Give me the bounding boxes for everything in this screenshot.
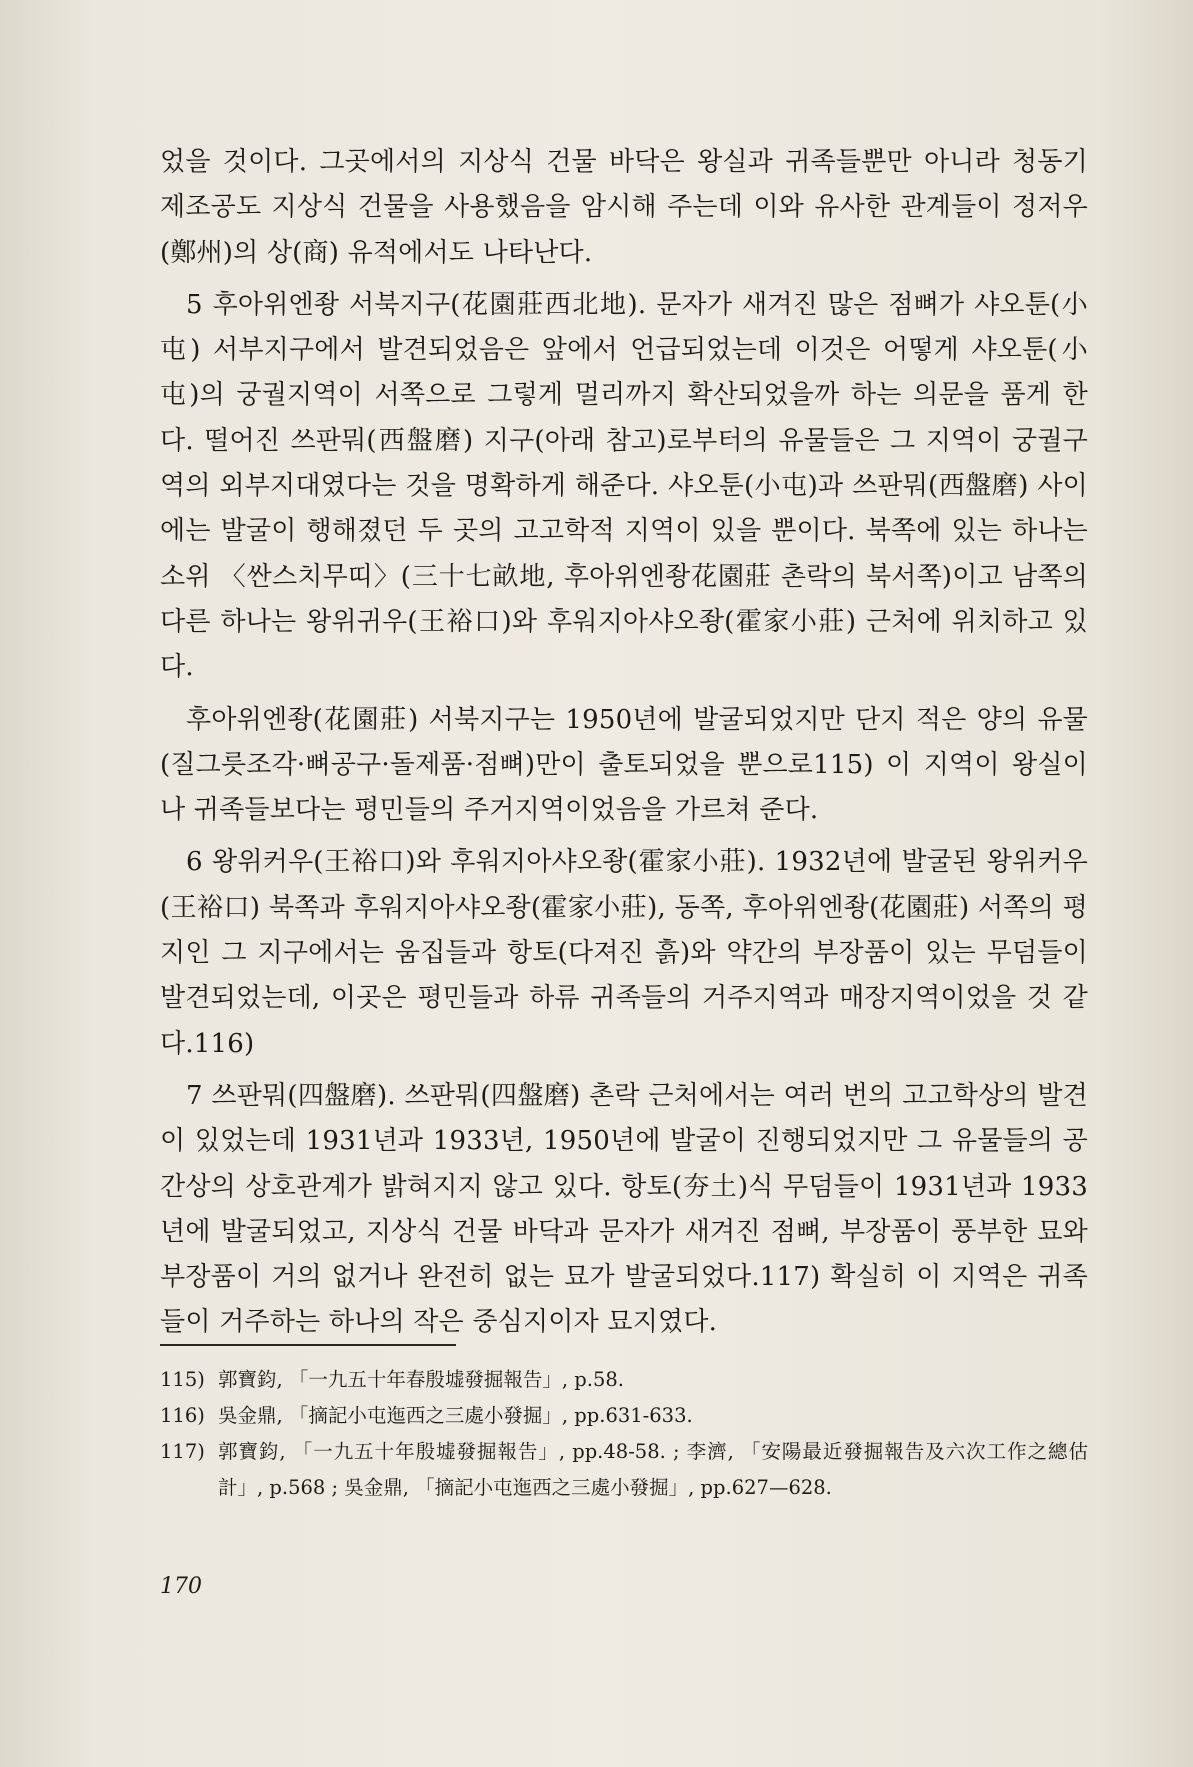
paragraph-section-5: 5 후아위엔좡 서북지구(花園莊西北地). 문자가 새겨진 많은 점뼈가 샤오툰(小屯) 서부지구에서 발견되었음은 앞에서 언급되었는데 이것은 어떻게 샤오툰(小屯)의 궁궐지역이 서쪽으로 그렇게 멀리까지 확산되었을까 하는 의문을 품게 한다. 떨어진 쓰판뭐(西盤磨) 지구(아래 참고)로부터의 유물들은 그 지역이 궁궐구역의 외부지대였다는 것을 명확하게 해준다. 샤오툰(小屯)과 쓰판뭐(西盤磨) 사이에는 발굴이 행해졌던 두 곳의 고고학적 지역이 있을 뿐이다. 북쪽에 있는 하나는 소위 〈싼스치무띠〉(三十七畝地, 후아위엔좡花園莊 촌락의 북서쪽)이고 남쪽의 다른 하나는 왕위귀우(王裕口)와 후워지아샤오좡(霍家小莊) 근처에 위치하고 있다. <box>160 289 1088 683</box>
footnotes <box>160 1362 1088 1506</box>
footnote-divider <box>160 1344 456 1346</box>
paragraph-section-5-detail: 후아위엔좡(花園莊) 서북지구는 1950년에 발굴되었지만 단지 적은 양의 유물(질그릇조각·뼈공구·돌제품·점뼈)만이 출토되었을 뿐으로115) 이 지역이 왕실이나 귀족들보다는 평민들의 주거지역이었음을 가르쳐 준다. <box>160 704 1088 826</box>
footnote-117 <box>160 1434 1088 1506</box>
footnote-text: 郭寶鈞, 「一九五十年春殷墟發掘報告」, p.58. <box>218 1368 624 1391</box>
footnote-text: 郭寶鈞, 「一九五十年殷墟發掘報告」, pp.48-58. ; 李濟, 「安陽最近發掘報告及六次工作之總估計」, p.568 ; 吳金鼎, 「摘記小屯迤西之三處小發掘」, pp.627—628. <box>218 1440 1088 1499</box>
footnote-116 <box>160 1398 1088 1434</box>
footnote-number: 117) <box>160 1440 205 1463</box>
paragraph-continuation: 었을 것이다. 그곳에서의 지상식 건물 바닥은 왕실과 귀족들뿐만 아니라 청동기 제조공도 지상식 건물을 사용했음을 암시해 주는데 이와 유사한 관계들이 정저우(鄭州)의 상(商) 유적에서도 나타난다. <box>160 147 1088 268</box>
footnote-number: 116) <box>160 1404 205 1427</box>
paragraph-section-7: 7 쓰판뭐(四盤磨). 쓰판뭐(四盤磨) 촌락 근처에서는 여러 번의 고고학상의 발견이 있었는데 1931년과 1933년, 1950년에 발굴이 진행되었지만 그 유물들의 공간상의 상호관계가 밝혀지지 않고 있다. 항토(夯土)식 무덤들이 1931년과 1933년에 발굴되었고, 지상식 건물 바닥과 문자가 새겨진 점뼈, 부장품이 풍부한 묘와 부장품이 거의 없거나 완전히 없는 묘가 발굴되었다.117) 확실히 이 지역은 귀족들이 거주하는 하나의 작은 중심지이자 묘지였다. <box>160 1080 1088 1338</box>
paragraph-section-6: 6 왕위커우(王裕口)와 후워지아샤오좡(霍家小莊). 1932년에 발굴된 왕위커우(王裕口) 북쪽과 후워지아샤오좡(霍家小莊), 동쪽, 후아위엔좡(花園莊) 서쪽의 평지인 그 지구에서는 움집들과 항토(다져진 흙)와 약간의 부장품이 있는 무덤들이 발견되었는데, 이곳은 평민들과 하류 귀족들의 거주지역과 매장지역이었을 것 같다.116) <box>160 847 1088 1059</box>
body-text <box>160 140 1088 1353</box>
page-number: 170 <box>160 1574 202 1599</box>
footnote-115 <box>160 1362 1088 1398</box>
footnote-text: 吳金鼎, 「摘記小屯迤西之三處小發掘」, pp.631-633. <box>218 1404 693 1427</box>
footnote-number: 115) <box>160 1368 205 1391</box>
